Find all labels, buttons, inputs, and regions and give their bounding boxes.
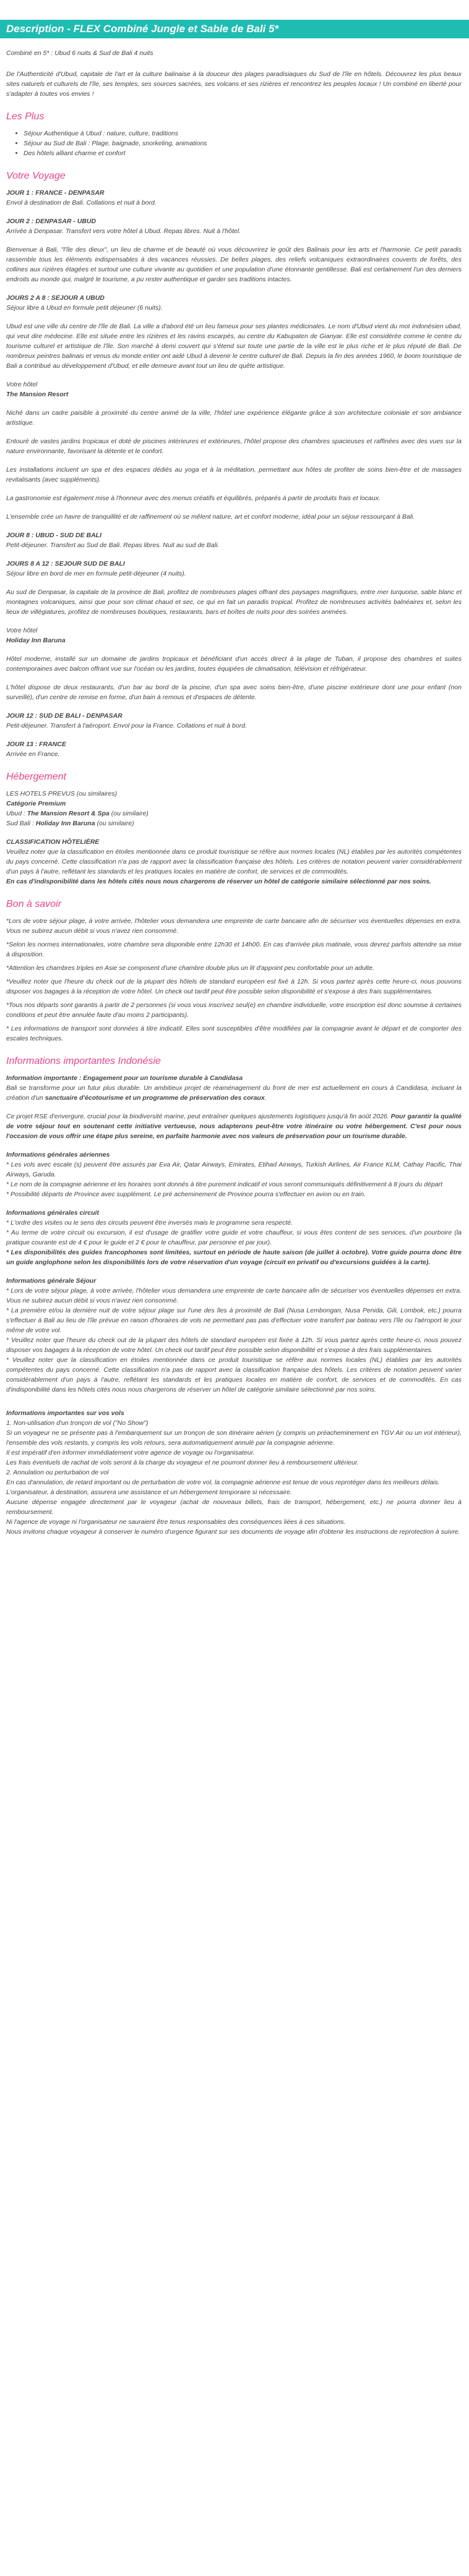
- ubud-hotel-line: [6, 809, 462, 818]
- hotel-paragraph: Niché dans un cadre paisible à proximité du centre animé de la ville, l'hôtel une expérience élégante grâce à son architecture coloniale et son ambiance artistique.: [6, 409, 462, 427]
- content: [0, 48, 469, 1537]
- hotel-name: The Mansion Resort: [6, 391, 69, 398]
- day-text: Petit-déjeuner. Transfert à l'aéroport. Envol pour la France. Collations et nuit à bord.: [6, 722, 247, 729]
- engagement-highlight: Pour garantir la qualité de votre séjour tout en soutenant cette initiative vertueuse, nous adapterons peut-être votre itinéraire ou votre hébergement. C'est pour nous l'occasion de vous offrir une étape plus sereine, en parfaite harmonie avec nos valeurs de préservation pour un tourisme durable.: [6, 1113, 462, 1140]
- note-item: * Les informations de transport sont données à titre indicatif. Elles sont susceptibles d'être modifiées par la compagnie avant le départ et de comporter des escales techniques.: [6, 1025, 462, 1042]
- day-heading: JOUR 13 : FRANCE: [6, 741, 66, 748]
- day-block: [6, 293, 462, 313]
- sejour-item: * Veuillez noter que la classification en étoiles mentionnée dans ce produit touristique se réfère aux normes locales (NL) établies par les autorités compétentes du pays concerné. Cette classification n'a pas de rapport avec la classification française des hôtels. Les critères de notation peuvent varier considérablement d'un pays à l'autre, reflétant les standards et les pratiques locales en matière de confort, de services et de commodités. En cas d'indisponibilité dans les hôtels cités nous nous chargerons de réserver un hôtel de catégorie similaire sélectionné par nos soins.: [6, 1356, 462, 1393]
- day-block: [6, 216, 462, 236]
- engagement-text: Ce projet RSE d'envergure, crucial pour la biodiversité marine, peut entraîner quelques ajustements logistiques jusqu'à fin août 2026.: [6, 1113, 391, 1120]
- day-text: Petit-déjeuner. Transfert au Sud de Bali. Repas libres. Nuit au sud de Bali.: [6, 542, 220, 549]
- vols-item: Ni l'agence de voyage ni l'organisateur ne sauraient être tenus responsables des conséquences liées à ces situations.: [6, 1518, 346, 1526]
- hotel-block: [6, 380, 462, 399]
- engagement-block-2: [6, 1112, 462, 1141]
- day-block: [6, 711, 462, 731]
- classification-text: Veuillez noter que la classification en étoiles mentionnée dans ce produit touristique se réfère aux normes locales (NL) établies par les autorités compétentes du pays concerné. Cette classification n'a pas de rapport avec la classification française des hôtels. Les critères de notation peuvent varier considérablement d'un pays à l'autre, reflétant les standards et les pratiques locales en matière de confort, de services et de commodités.: [6, 848, 462, 875]
- ubud-paragraph: Ubud est une ville du centre de l'île de Bali. La ville a d'abord été un lieu fameux pour ses plantes médicinales. Le nom d'Ubud vient du mot indonésien ubad, qui veut dire médecine. Elle est située entre les rizières et les ravins escarpés, au centre du Kabupaten de Gianyar. Elle est considérée comme le centre du tourisme culturel et artistique de l'île. Son marché à demi couvert qui s'étend sur toute une partie de la ville est le plus riche et le plus réputé de Bali. De nombreux peintres balinais et venus du monde entier ont aidé Ubud à devenir le centre culturel de Bali. Depuis la fin des années 1960, le boom touristique de Bali a contribué au développement d'Ubud, et elle demeure avant tout un lieu de quête artistique.: [6, 323, 462, 370]
- vols-item: Les frais éventuels de rachat de vols seront à la charge du voyageur et ne pourront donner lieu à remboursement ultérieur.: [6, 1459, 359, 1466]
- engagement-text: .: [264, 1094, 267, 1102]
- aeriennes-item: * Le nom de la compagnie aérienne et les horaires sont donnés à titre purement indicatif et vous seront communiqués définitivement à 8 jours du départ: [6, 1181, 443, 1188]
- list-item: • Séjour au Sud de Bali : Plage, baignade, snorkeling, animations: [24, 138, 462, 148]
- list-item: • Des hôtels alliant charme et confort: [24, 148, 462, 158]
- bienvenue-paragraph: Bienvenue à Bali, "l'île des dieux", un lieu de charme et de beauté où vous découvrirez le goût des Balinais pour les arts et l'harmonie. Ce petit paradis rassemble tous les éléments indispensables à des vacances réussies. De belles plages, des reliefs volcaniques extraordinaires couverts de forêts, des collines aux rizières étagées et surtout une culture vivante au quotidien et une population d'une étonnante gentillesse. Bali est certainement l'un des derniers endroits au monde qui, malgré le tourisme, a pu rester authentique et garder ses traditions intactes.: [6, 246, 462, 283]
- day-block: [6, 530, 462, 550]
- similar-note: (ou similaire): [109, 810, 148, 817]
- vols-item: En cas d'annulation, de retard important ou de perturbation de votre vol, la compagnie aérienne est tenue de vous reprotéger dans les meilleurs délais.: [6, 1479, 440, 1486]
- hebergement-heading: Hébergement: [6, 772, 66, 782]
- subtitle: Combiné en 5* : Ubud 6 nuits & Sud de Bali 4 nuits: [6, 49, 153, 57]
- classification-bold-note: En cas d'indisponibilité dans les hôtels cités nous nous chargerons de réserver un hôtel de catégorie similaire sélectionné par nos soins.: [6, 878, 431, 885]
- sud-hotel-name: Holiday Inn Baruna: [35, 820, 95, 827]
- sud-label: Sud Bali :: [6, 820, 36, 827]
- sejour-item: * Lors de votre séjour plage, à votre arrivée, l'hôtelier vous demandera une empreinte de carte bancaire afin de sécuriser vos éventuelles dépenses en extra. Vous ne subirez aucun débit si vous n'avez rien consommé.: [6, 1287, 462, 1304]
- circuit-title: Informations générales circuit: [6, 1209, 99, 1217]
- day-text: Arrivée en France.: [6, 750, 60, 758]
- hotels-prevus-title: LES HOTELS PREVUS (ou similaires): [6, 790, 118, 797]
- day-block: [6, 739, 462, 759]
- vols-item: L'organisateur, à destination, assurera une assistance et un hébergement temporaire si nécessaire.: [6, 1489, 292, 1496]
- hotel-paragraph: Entouré de vastes jardins tropicaux et doté de piscines intérieures et extérieures, l'hôtel propose des chambres spacieuses et raffinées avec des vues sur la nature environnante, favorisant la détente et le confort.: [6, 438, 462, 455]
- circuit-item: * L'ordre des visites ou le sens des circuits peuvent être inversés mais le programme sera respecté.: [6, 1219, 293, 1226]
- hotel-label: Votre hôtel: [6, 381, 38, 388]
- engagement-text: Bali se transforme pour un futur plus durable. Un ambitieux projet de réaménagement du front de mer est actuellement en cours à Candidasa, incluant la création d'un: [6, 1084, 462, 1102]
- page-title: Description - FLEX Combiné Jungle et Sable de Bali 5*: [0, 20, 469, 38]
- hotel-paragraph: Hôtel moderne, installé sur un domaine de jardins tropicaux et bénéficiant d'un accès direct à la plage de Tuban, il propose des chambres et suites contemporaines avec balcon offrant vue sur l'océan ou les jardins, toutes équipées de climatisation, télévision et réfrigérateur.: [6, 655, 462, 673]
- hotels-prevus-block: [6, 789, 462, 828]
- day-heading: JOUR 1 : FRANCE - DENPASAR: [6, 189, 105, 197]
- engagement-title: Information importante : Engagement pour un tourisme durable à Candidasa: [6, 1074, 243, 1082]
- hotel-block: [6, 626, 462, 645]
- intro-paragraph: De l'Authenticité d'Ubud, capitale de l'art et la culture balinaise à la douceur des plages paradisiaques du Sud de l'île en hôtels. Découvrez les plus beaux sites naturels et culturels de l'île, ses temples, ses sources sacrées, ses volcans et ses rizières et rencontrez les peuples locaux ! Un combiné en liberté pour s'adapter à toutes vos envies !: [6, 70, 462, 98]
- sejour-title: Informations générale Séjour: [6, 1277, 97, 1285]
- day-heading: JOURS 8 A 12 : SEJOUR SUD DE BALI: [6, 560, 125, 567]
- ubud-hotel-name: The Mansion Resort & Spa: [27, 810, 110, 817]
- hotel-paragraph: La gastronomie est également mise à l'honneur avec des menus créatifs et équilibrés, préparés à partir de produits frais et locaux.: [6, 495, 381, 502]
- aeriennes-block: [6, 1150, 462, 1199]
- hotel-label: Votre hôtel: [6, 627, 38, 634]
- note-item: *Veuillez noter que l'heure du check out de la plupart des hôtels de standard européen est fixé à 12h. Si vous partez après cette heure-ci, nous pouvons disposer vos bagages à la réception de votre hôtel. Un check out tardif peut être possible selon disponibilité et s'expose à des frais supplémentaires.: [6, 978, 462, 995]
- circuit-item: * Au terme de votre circuit ou excursion, il est d'usage de gratifier votre guide et votre chauffeur, si vous êtes content de ses services, d'un pourboire (la pratique courante est de 4 € pour le guide et 2 € pour le chauffeur, par personne et par jour).: [6, 1229, 462, 1246]
- vols-item: Nous invitons chaque voyageur à conserver le numéro d'urgence figurant sur ses documents de voyage afin d'obtenir les instructions de reprotection à suivre.: [6, 1528, 460, 1536]
- category-label: Catégorie Premium: [6, 800, 66, 807]
- vols-item: Il est impératif d'en informer immédiatement votre agence de voyage ou l'organisateur.: [6, 1449, 255, 1456]
- day-heading: JOURS 2 A 8 : SEJOUR A UBUD: [6, 294, 105, 302]
- hotel-paragraph: L'hôtel dispose de deux restaurants, d'un bar au bord de la piscine, d'un spa avec soins bien-être, d'une piscine extérieure dont une pour enfant (non surveillé), d'un centre de remise en forme, d'un bain à remous et d'espaces de détente.: [6, 684, 462, 701]
- vols-block: [6, 1408, 462, 1537]
- engagement-highlight: sanctuaire d'écotourisme et un programme de préservation des coraux: [45, 1094, 265, 1102]
- infos-heading: Informations importantes Indonésie: [6, 1056, 161, 1066]
- similar-note: (ou similaire): [95, 820, 134, 827]
- sud-hotel-line: [6, 818, 462, 828]
- aeriennes-item: * Possibilité départs de Province avec supplément. Le pré acheminement de Province pourra s'effectuer en avion ou en train.: [6, 1191, 366, 1198]
- circuit-block: [6, 1208, 462, 1267]
- day-heading: JOUR 2 : DENPASAR - UBUD: [6, 218, 97, 225]
- note-item: *Lors de votre séjour plage, à votre arrivée, l'hôtelier vous demandera une empreinte de carte bancaire afin de sécuriser vos éventuelles dépenses en extra. Vous ne subirez aucun débit si vous n'avez rien consommé.: [6, 917, 462, 935]
- plus-heading: Les Plus: [6, 111, 45, 122]
- note-item: *Attention les chambres triples en Asie se composent d'une chambre double plus un lit d'appoint peu confortable pour un adulte.: [6, 964, 374, 972]
- note-item: *Tous nos départs sont garantis à partir de 2 personnes (si vous vous inscrivez seul(e) en chambre individuelle, votre inscription est donc soumise à certaines conditions et peut être annulée faute d'au moins 2 participants).: [6, 1001, 462, 1019]
- day-block: [6, 559, 462, 579]
- aeriennes-item: * Les vols avec escale (s) peuvent être assurés par Eva Air, Qatar Airways, Emirates, Etihad Airways, Turkish Airlines, Air France KLM, Cathay Pacific, Thai Airways, Garuda.: [6, 1161, 462, 1178]
- sejour-item: * La première et/ou la dernière nuit de votre séjour plage sur l'une des îles à proximité de Bali (Nusa Lembongan, Nusa Penida, Gili, Lombok, etc.) pourra s'effectuer à Bali au lieu de l'île prévue en raison d'horaires de vols ne permettant pas pas d'effectuer votre transfert par bateau vers l'île ou l'aéroport le jour même de votre vol.: [6, 1307, 462, 1334]
- hotel-paragraph: L'ensemble crée un havre de tranquillité et de raffinement où se mêlent nature, art et confort moderne, idéal pour un séjour ressourçant à Bali.: [6, 513, 415, 521]
- day-heading: JOUR 12 : SUD DE BALI - DENPASAR: [6, 712, 123, 720]
- day-text: Séjour libre en bord de mer en formule petit-déjeuner (4 nuits).: [6, 570, 186, 577]
- ubud-label: Ubud :: [6, 810, 27, 817]
- hotel-name: Holiday Inn Baruna: [6, 637, 66, 644]
- vols-item: Aucune dépense engagée directement par le voyageur (achat de nouveaux billets, frais de transport, hébergement, etc.) ne pourra donner lieu à remboursement.: [6, 1498, 462, 1516]
- vols-item: Si un voyageur ne se présente pas à l'embarquement sur un tronçon de son itinéraire aérien (y compris un préacheminement en TGV Air ou un vol intérieur), l'ensemble des vols restants, y compris les vols retours, sera automatiquement annulé par la compagnie aérienne.: [6, 1429, 462, 1447]
- vols-title: Informations importantes sur vos vols: [6, 1409, 124, 1417]
- classification-title: CLASSIFICATION HÔTELIÈRE: [6, 838, 100, 846]
- note-item: *Selon les normes internationales, votre chambre sera disponible entre 12h30 et 14h00. En cas d'arrivée plus matinale, vous devrez parfois attendre sa mise à disposition.: [6, 941, 462, 958]
- day-block: [6, 188, 462, 208]
- hotel-paragraph: Les installations incluent un spa et des espaces dédiés au yoga et à la méditation, permettant aux hôtes de profiter de soins bien-être et de massages revitalisants (avec suppléments).: [6, 466, 462, 483]
- day-heading: JOUR 8 : UBUD - SUD DE BALI: [6, 532, 102, 539]
- classification-block: [6, 837, 462, 886]
- vols-item: 2. Annulation ou perturbation de vol: [6, 1469, 109, 1476]
- voyage-heading: Votre Voyage: [6, 171, 66, 181]
- sud-paragraph: Au sud de Denpasar, la capitale de la province de Bali, profitez de nombreuses plages offrant des paysages magnifiques, entre mer turquoise, sable blanc et montagnes volcaniques, ainsi que pour son climat chaud et sec, ce qui en fait un paradis tropical. Profitez de nombreuses activités balnéaires et, selon les lieux de villégiatures, profitez de nombreuses boutiques, restaurants, bars et boîtes de nuits pour des soirées animées.: [6, 589, 462, 616]
- vols-item: 1. Non-utilisation d'un tronçon de vol ("No Show"): [6, 1419, 148, 1427]
- bon-a-savoir-heading: Bon à savoir: [6, 899, 61, 909]
- circuit-item-bold: * Les disponibilités des guides francophones sont limitées, surtout en période de haute saison (de juillet à octobre). Votre guide pourra donc être un guide anglophone selon les disponibilités lors de votre réservation d'un voyage (circuit en privatif ou d'excursions guidées à la carte).: [6, 1249, 462, 1266]
- sejour-item: * Veuillez noter que l'heure du check out de la plupart des hôtels de standard européen est fixée à 12h. Si vous partez après cette heure-ci, nous pouvez disposer vos bagages à la réception de votre hôtel. Un check out tardif peut être possible selon disponibilité et s'expose à des frais supplémentaires.: [6, 1337, 462, 1354]
- engagement-block: [6, 1073, 462, 1103]
- plus-list: [6, 129, 462, 158]
- day-text: Envol à destination de Bali. Collations et nuit à bord.: [6, 199, 157, 206]
- aeriennes-title: Informations générales aériennes: [6, 1151, 110, 1158]
- day-text: Séjour libre à Ubud en formule petit déjeuner (6 nuits).: [6, 304, 163, 312]
- sejour-block: [6, 1276, 462, 1395]
- day-text: Arrivée à Denpasar. Transfert vers votre hôtel à Ubud. Repas libres. Nuit à l'hôtel.: [6, 227, 241, 235]
- list-item: • Séjour Authentique à Ubud : nature, culture, traditions: [24, 129, 462, 138]
